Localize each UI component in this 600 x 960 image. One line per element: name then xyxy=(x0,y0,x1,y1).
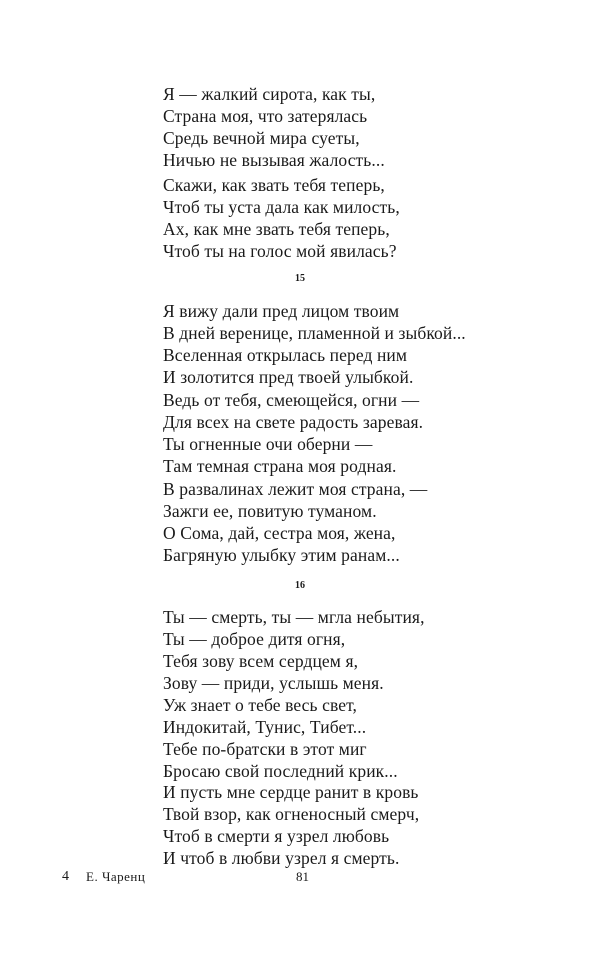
verse-line: В развалинах лежит моя страна, — xyxy=(163,479,428,499)
verse-line: Бросаю свой последний крик... xyxy=(163,761,398,781)
stanza xyxy=(163,83,563,171)
verse-line: Ведь от тебя, смеющейся, огни — xyxy=(163,390,420,410)
stanza xyxy=(163,300,563,388)
verse-line: Ты — смерть, ты — мгла небытия, xyxy=(163,607,425,627)
stanza xyxy=(163,694,563,782)
section-number: 15 xyxy=(295,273,305,284)
verse-line: И чтоб в любви узрел я смерть. xyxy=(163,848,400,868)
verse-line: Я вижу дали пред лицом твоим xyxy=(163,301,400,321)
stanza xyxy=(163,781,563,869)
stanza xyxy=(163,389,563,477)
verse-line: Ты огненные очи оберни — xyxy=(163,434,373,454)
verse-line: Уж знает о тебе весь свет, xyxy=(163,695,357,715)
verse-line: Зажги ее, повитую туманом. xyxy=(163,501,377,521)
verse-line: Скажи, как звать тебя теперь, xyxy=(163,175,385,195)
signature-number: 4 xyxy=(62,869,69,884)
verse-line: Для всех на свете радость заревая. xyxy=(163,412,424,432)
stanza xyxy=(163,478,563,566)
verse-line: В дней веренице, пламенной и зыбкой... xyxy=(163,323,466,343)
verse-line: Тебе по-братски в этот миг xyxy=(163,739,367,759)
stanza xyxy=(163,606,563,694)
verse-line: Ах, как мне звать тебя теперь, xyxy=(163,219,390,239)
verse-line: Ты — доброе дитя огня, xyxy=(163,629,346,649)
section-number: 16 xyxy=(295,580,305,591)
verse-line: Там темная страна моя родная. xyxy=(163,456,397,476)
stanza xyxy=(163,174,563,262)
verse-line: И золотится пред твоей улыбкой. xyxy=(163,367,414,387)
verse-line: Чтоб ты на голос мой явилась? xyxy=(163,241,397,261)
page-number: 81 xyxy=(296,869,309,884)
verse-line: И пусть мне сердце ранит в кровь xyxy=(163,782,419,802)
verse-line: Страна моя, что затерялась xyxy=(163,106,368,126)
verse-line: Вселенная открылась перед ним xyxy=(163,345,408,365)
verse-line: Я — жалкий сирота, как ты, xyxy=(163,84,376,104)
verse-line: Индокитай, Тунис, Тибет... xyxy=(163,717,367,737)
verse-line: О Сома, дай, сестра моя, жена, xyxy=(163,523,396,543)
signature-author: Е. Чаренц xyxy=(86,869,146,884)
verse-line: Тебя зову всем сердцем я, xyxy=(163,651,359,671)
verse-line: Средь вечной мира суеты, xyxy=(163,128,360,148)
verse-line: Твой взор, как огненосный смерч, xyxy=(163,804,420,824)
verse-line: Багряную улыбку этим ранам... xyxy=(163,545,400,565)
verse-line: Ничью не вызывая жалость... xyxy=(163,150,385,170)
verse-line: Зову — приди, услышь меня. xyxy=(163,673,384,693)
verse-line: Чтоб в смерти я узрел любовь xyxy=(163,826,390,846)
verse-line: Чтоб ты уста дала как милость, xyxy=(163,197,400,217)
